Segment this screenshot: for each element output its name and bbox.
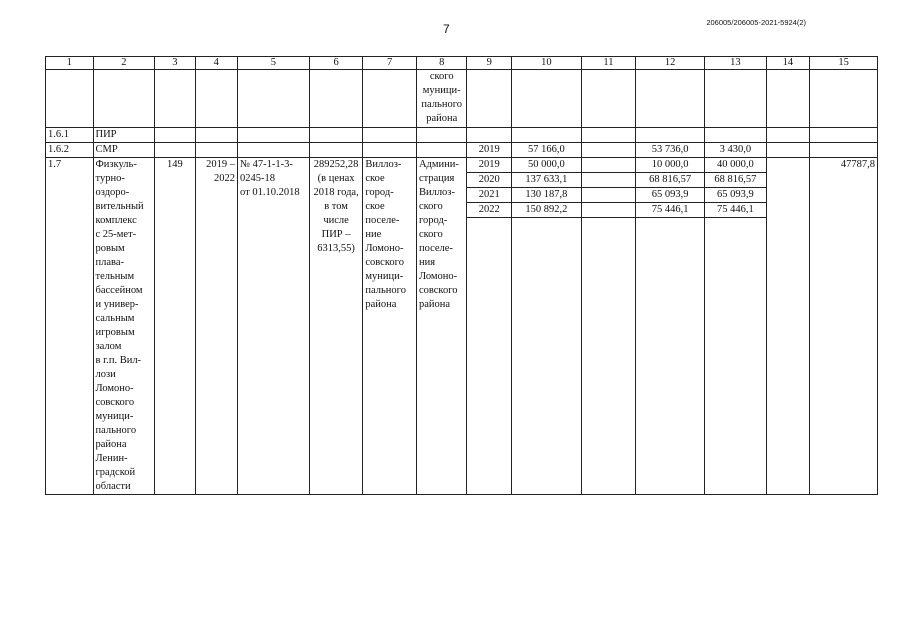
column-header: 14	[766, 57, 809, 70]
text-line: области	[95, 481, 131, 492]
text-line: района	[426, 113, 458, 124]
year-sub-cell: 68 816,57	[705, 173, 766, 188]
year-sub-cell	[582, 188, 636, 203]
text-line: плава-	[95, 257, 124, 268]
table-row	[46, 128, 878, 143]
text-line: района	[95, 439, 127, 450]
column-header: 9	[467, 57, 511, 70]
text-line: Ломоно-	[418, 271, 458, 282]
text-line: ПИР –	[321, 229, 351, 240]
local-cells	[705, 158, 767, 495]
residual-cell: 47787,8	[810, 158, 878, 495]
column-header: 8	[416, 57, 467, 70]
years-cell	[467, 158, 511, 495]
text-line: вительный	[95, 201, 144, 212]
column-header: 5	[238, 57, 310, 70]
year-sub-cell: 2021	[467, 188, 510, 203]
capacity-cell: 149	[155, 158, 195, 495]
budget-table	[45, 56, 878, 495]
text-line: Админи-	[418, 159, 459, 170]
row-name: ПИР	[93, 128, 155, 143]
empty-cell	[581, 158, 636, 495]
year-sub-cell: 65 093,9	[636, 188, 704, 203]
text-line: 0245-18	[240, 173, 276, 184]
text-line: ровым	[95, 243, 125, 254]
period-cell	[195, 158, 237, 495]
year-sub-cell: 150 892,2	[512, 203, 581, 218]
text-line: 289252,28	[313, 159, 359, 170]
total-cell: 57 166,0	[511, 143, 581, 158]
text-line: 6313,55)	[317, 243, 355, 254]
text-line: совского	[418, 285, 458, 296]
text-line: город-	[365, 187, 394, 198]
text-line: 2019 –	[206, 159, 236, 170]
text-line: района	[418, 299, 451, 310]
text-line: муници-	[95, 411, 134, 422]
row-number: 1.6.1	[46, 128, 94, 143]
year-sub-cell: 75 446,1	[705, 203, 766, 218]
column-header: 11	[581, 57, 636, 70]
text-line: лози	[95, 369, 116, 380]
text-line: оздоро-	[95, 187, 130, 198]
year-sub-cell	[582, 158, 636, 173]
column-number-row	[46, 57, 878, 70]
document-id: 206005/206005-2021-5924(2)	[706, 18, 806, 27]
year-sub-cell: 65 093,9	[705, 188, 766, 203]
text-line: (в ценах	[317, 173, 355, 184]
year-cell: 2019	[467, 143, 511, 158]
text-line: Физкуль-	[95, 159, 137, 170]
year-sub-cell: 68 816,57	[636, 173, 704, 188]
text-line: бассейном	[95, 285, 143, 296]
text-line: ское	[365, 173, 385, 184]
text-line: числе	[323, 215, 349, 226]
column-header: 2	[93, 57, 155, 70]
object-name-cell	[93, 158, 155, 495]
carry-over-row	[46, 70, 878, 128]
text-line: поселе-	[365, 215, 400, 226]
carry-over-cell	[416, 70, 467, 128]
year-sub-cell	[582, 203, 636, 218]
text-line: поселе-	[418, 243, 453, 254]
text-line: комплекс	[95, 215, 137, 226]
text-line: пального	[365, 285, 406, 296]
fed-cell: 53 736,0	[636, 143, 705, 158]
year-sub-cell: 10 000,0	[636, 158, 704, 173]
column-header: 15	[810, 57, 878, 70]
year-sub-cell: 50 000,0	[512, 158, 581, 173]
column-header: 3	[155, 57, 195, 70]
cost-cell	[309, 158, 363, 495]
text-line: в том	[324, 201, 348, 212]
text-line: муници-	[365, 271, 404, 282]
text-line: Ломоно-	[95, 383, 134, 394]
text-line: тельным	[95, 271, 135, 282]
text-line: муници-	[422, 85, 461, 96]
text-line: ского	[429, 71, 454, 82]
row-name: СМР	[93, 143, 155, 158]
column-header: 1	[46, 57, 94, 70]
row-number: 1.7	[46, 158, 94, 495]
year-sub-cell: 137 633,1	[512, 173, 581, 188]
text-line: игровым	[95, 327, 135, 338]
year-sub-cell: 2019	[467, 158, 510, 173]
local-cell: 3 430,0	[705, 143, 767, 158]
year-sub-cell: 2022	[467, 203, 510, 218]
year-sub-cell: 40 000,0	[705, 158, 766, 173]
text-line: Виллоз-	[365, 159, 402, 170]
table-row-1-7	[46, 158, 878, 495]
column-header: 13	[705, 57, 767, 70]
text-line: пального	[95, 425, 137, 436]
column-header: 6	[309, 57, 363, 70]
text-line: ского	[418, 229, 443, 240]
text-line: от 01.10.2018	[240, 187, 300, 198]
text-line: Ломоно-	[365, 243, 404, 254]
empty-cell	[766, 158, 809, 495]
column-header: 7	[363, 57, 417, 70]
text-line: градской	[95, 467, 136, 478]
year-sub-cell: 2020	[467, 173, 510, 188]
page-number: 7	[443, 22, 450, 36]
text-line: совского	[365, 257, 404, 268]
text-line: город-	[418, 215, 448, 226]
text-line: в г.п. Вил-	[95, 355, 142, 366]
column-header: 4	[195, 57, 237, 70]
text-line: совского	[95, 397, 135, 408]
text-line: страция	[418, 173, 455, 184]
totals-cell	[511, 158, 581, 495]
text-line: № 47-1-1-3-	[240, 159, 293, 170]
text-line: ское	[365, 201, 385, 212]
year-sub-cell	[582, 173, 636, 188]
text-line: Ленин-	[95, 453, 128, 464]
recipient-cell	[363, 158, 417, 495]
text-line: Виллоз-	[418, 187, 455, 198]
customer-cell	[416, 158, 467, 495]
fed-cells	[636, 158, 705, 495]
text-line: пального	[421, 99, 462, 110]
table-row	[46, 143, 878, 158]
text-line: и универ-	[95, 299, 139, 310]
column-header: 12	[636, 57, 705, 70]
text-line: залом	[95, 341, 122, 352]
text-line: сальным	[95, 313, 135, 324]
expertise-cell	[238, 158, 310, 495]
text-line: с 25-мет-	[95, 229, 137, 240]
text-line: ния	[418, 257, 436, 268]
text-line: ние	[365, 229, 382, 240]
year-sub-cell: 130 187,8	[512, 188, 581, 203]
year-sub-cell: 75 446,1	[636, 203, 704, 218]
row-number: 1.6.2	[46, 143, 94, 158]
column-header: 10	[511, 57, 581, 70]
text-line: 2022	[214, 173, 236, 184]
text-line: района	[365, 299, 397, 310]
text-line: 2018 года,	[313, 187, 359, 198]
text-line: турно-	[95, 173, 125, 184]
text-line: ского	[418, 201, 443, 212]
